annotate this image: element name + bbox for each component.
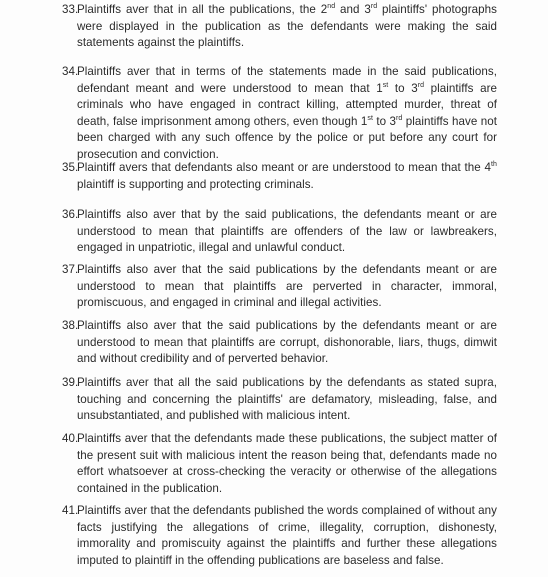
paragraph-line: understood to mean that plaintiffs are offenders of the law or lawbreakers, bbox=[77, 224, 497, 238]
paragraph-line: facts justifying the allegations of crime, illegality, corruption, dishonesty, bbox=[77, 520, 497, 534]
ordinal-suffix: th bbox=[491, 161, 497, 169]
paragraph-line: contained in the publication. bbox=[77, 481, 223, 495]
paragraph-line: the present suit with malicious intent the reason being that, defendants made no bbox=[77, 448, 497, 462]
paragraph-line: defendant meant and were understood to mean that 1st to 3rd plaintiffs are bbox=[77, 81, 498, 95]
paragraph-line: prosecution and conviction. bbox=[77, 147, 219, 161]
paragraph-line: and without credibility and of perverted behavior. bbox=[77, 352, 329, 366]
paragraph-line: touching and concerning the plaintiffs' are defamatory, misleading, false, and bbox=[77, 392, 497, 406]
paragraph-line: Plaintiffs also aver that the said publications by the defendants meant or are bbox=[77, 319, 497, 332]
paragraph-line: promiscuous, and engaged in criminal and illegal activities. bbox=[77, 296, 382, 310]
paragraph-number: 36. bbox=[62, 208, 79, 221]
paragraph-number: 41. bbox=[62, 504, 79, 517]
paragraph-number: 39. bbox=[62, 376, 79, 389]
paragraph-line: understood to mean that plaintiffs are perverted in character, immoral, bbox=[77, 279, 497, 293]
paragraph-number: 38. bbox=[62, 319, 79, 332]
paragraph-line: statements against the plaintiffs. bbox=[77, 36, 245, 50]
ordinal-suffix: rd bbox=[396, 114, 403, 122]
paragraph-40 bbox=[62, 431, 497, 497]
ordinal-suffix: rd bbox=[417, 81, 425, 89]
paragraph-line: Plaintiffs also aver that by the said publications, the defendants meant or are bbox=[77, 208, 497, 221]
paragraph-number: 37. bbox=[62, 263, 79, 276]
paragraph-37 bbox=[62, 262, 497, 312]
paragraph-38 bbox=[62, 318, 497, 368]
paragraph-line: understood to mean that plaintiffs are corrupt, dishonorable, liars, thugs, dimwit bbox=[77, 335, 497, 349]
paragraph-35 bbox=[62, 160, 497, 193]
paragraph-line: immorality and promiscuity against the plaintiffs and further these allegations bbox=[77, 537, 497, 551]
ordinal-suffix: nd bbox=[327, 3, 336, 11]
paragraph-line: Plaintiffs aver that in all the publications, the 2nd and 3rd plaintiffs' photographs bbox=[77, 3, 497, 16]
paragraph-41 bbox=[62, 503, 497, 569]
paragraph-line: Plaintiffs aver that in terms of the statements made in the said publications, bbox=[77, 65, 497, 78]
paragraph-34 bbox=[62, 64, 498, 164]
paragraph-line: were displayed in the publication as the defendants were making the said bbox=[77, 19, 497, 33]
paragraph-number: 34. bbox=[62, 65, 79, 78]
paragraph-line: Plaintiffs aver that the defendants published the words complained of without any bbox=[77, 504, 497, 517]
paragraph-line: unsubstantiated, and published with malicious intent. bbox=[77, 409, 351, 423]
ordinal-suffix: st bbox=[367, 114, 373, 122]
paragraph-line: Plaintiff avers that defendants also meant or are understood to mean that the 4th bbox=[77, 161, 497, 174]
ordinal-suffix: rd bbox=[370, 3, 378, 11]
paragraph-number: 40. bbox=[62, 432, 79, 445]
paragraph-line: criminals who have engaged in contract killing, attempted murder, threat of bbox=[77, 98, 497, 112]
paragraph-line: imputed to plaintiff in the offending publications are baseless and false. bbox=[77, 553, 444, 567]
paragraph-line: Plaintiffs also aver that the said publications by the defendants meant or are bbox=[77, 263, 497, 276]
ordinal-suffix: st bbox=[382, 81, 389, 89]
paragraph-line: engaged in unpatriotic, illegal and unlawful conduct. bbox=[77, 241, 346, 255]
paragraph-line: effort whatsoever at cross-checking the veracity or otherwise of the allegations bbox=[77, 465, 497, 479]
paragraph-line: Plaintiffs aver that all the said publications by the defendants as stated supra, bbox=[77, 376, 497, 389]
paragraph-line: Plaintiffs aver that the defendants made these publications, the subject matter of bbox=[77, 432, 497, 445]
paragraph-line: plaintiff is supporting and protecting criminals. bbox=[77, 177, 314, 191]
paragraph-33 bbox=[62, 2, 497, 52]
paragraph-line: been charged with any such offence by the police or put before any court for bbox=[77, 131, 497, 145]
paragraph-36 bbox=[62, 207, 497, 257]
paragraph-line: death, false imprisonment among others, even though 1st to 3rd plaintiffs have not bbox=[77, 114, 497, 128]
paragraph-number: 33. bbox=[62, 3, 79, 16]
paragraph-39 bbox=[62, 375, 497, 425]
paragraph-number: 35. bbox=[62, 161, 79, 174]
